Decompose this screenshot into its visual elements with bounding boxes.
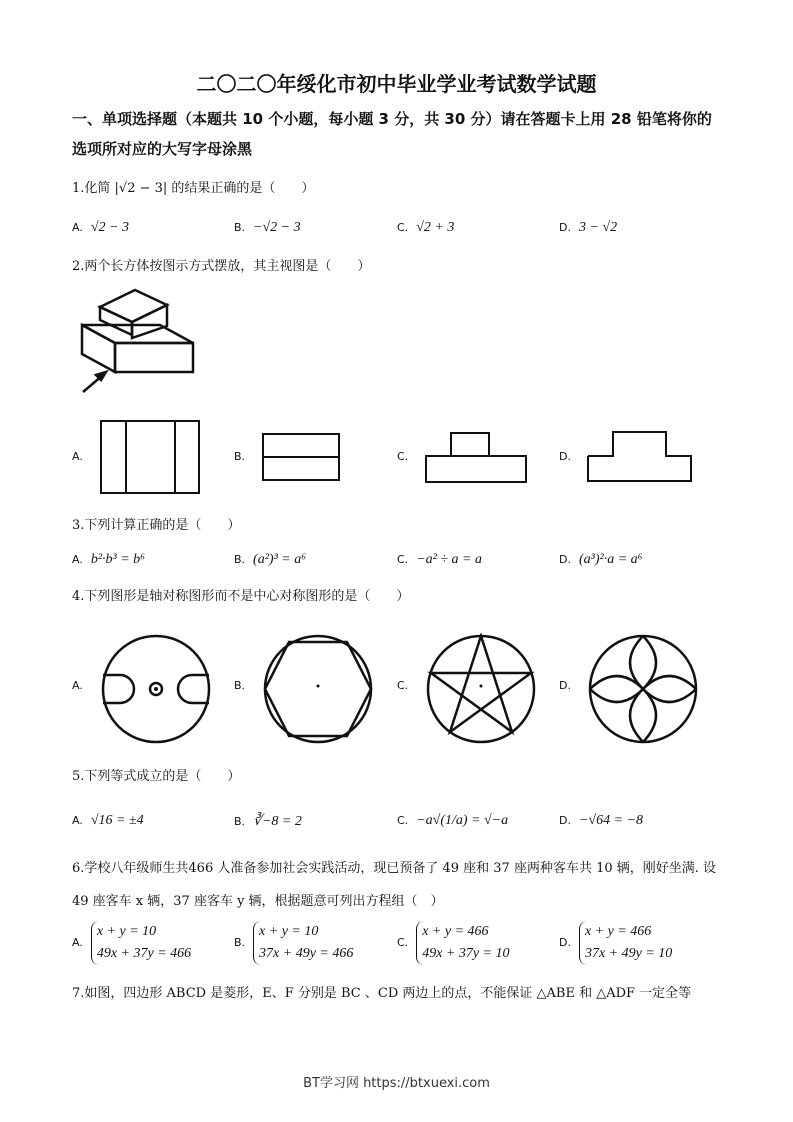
option-label: D.: [559, 814, 571, 827]
equation-line: 37x + 49y = 10: [584, 946, 673, 961]
option-text: b²·b³ = b⁶: [90, 552, 146, 567]
option-text: (a²)³ = a⁶: [253, 552, 307, 567]
q5-option-a[interactable]: [72, 813, 144, 829]
q2-option-b[interactable]: [234, 449, 253, 465]
page-title: 二〇二〇年绥化市初中毕业学业考试数学试题: [196, 72, 597, 96]
q7-stem: 7.如图，四边形 ABCD 是菱形，E、F 分别是 BC 、CD 两边上的点，不能保证 △ABE 和 △ADF 一定全等: [72, 986, 692, 1001]
equation-line: x + y = 466: [584, 924, 652, 939]
q4-stem: 4.下列图形是轴对称图形而不是中心对称图形的是（ ）: [72, 589, 410, 604]
option-label: C.: [397, 553, 409, 566]
option-text: −√2 − 3: [253, 220, 301, 235]
section-heading-cont: 选项所对应的大写字母涂黑: [72, 140, 253, 158]
option-label: B.: [234, 815, 246, 828]
q2-option-d[interactable]: [559, 449, 579, 465]
q3-option-b[interactable]: [234, 552, 306, 568]
q3-option-a[interactable]: [72, 552, 145, 568]
q6-stem-cont: 49 座客车 x 辆，37 座客车 y 辆，根据题意可列出方程组（ ）: [72, 894, 444, 909]
option-label: D.: [559, 553, 571, 566]
option-label: A.: [72, 553, 83, 566]
option-label: B.: [234, 221, 246, 234]
q6-option-a[interactable]: [72, 921, 191, 965]
option-label: A.: [72, 221, 83, 234]
option-text: −a² ÷ a = a: [416, 552, 482, 567]
option-label: A.: [72, 936, 83, 950]
option-label: C.: [397, 814, 409, 827]
q2-option-a-figure: [100, 420, 202, 496]
q3-stem: 3.下列计算正确的是（ ）: [72, 518, 241, 533]
equation-line: x + y = 10: [259, 924, 319, 939]
q5-option-c[interactable]: [397, 813, 508, 829]
q4-option-a-figure: [100, 633, 212, 745]
q2-option-b-figure: [262, 433, 342, 483]
q2-option-c-figure: [425, 432, 529, 484]
q6-stem: 6.学校八年级师生共466 人准备参加社会实践活动，现已预备了 49 座和 37 座两种客车共 10 辆，刚好坐满. 设: [72, 861, 717, 876]
equation-line: 49x + 37y = 10: [422, 946, 510, 961]
option-label: C.: [397, 450, 409, 463]
q6-option-b[interactable]: [234, 921, 353, 965]
q1-stem: 1.化简 |√2 − 3| 的结果正确的是（ ）: [72, 181, 315, 196]
equation-line: x + y = 10: [96, 924, 157, 939]
option-label: D.: [559, 679, 571, 692]
option-text: −a√(1/a) = √−a: [416, 813, 509, 828]
option-label: D.: [559, 936, 571, 950]
option-label: D.: [559, 450, 571, 463]
q1-option-c[interactable]: [397, 220, 454, 236]
q3-option-c[interactable]: [397, 552, 482, 568]
option-label: A.: [72, 450, 83, 463]
equation-line: x + y = 466: [422, 924, 489, 939]
equation-system: [253, 921, 353, 965]
equation-line: 49x + 37y = 466: [96, 946, 192, 961]
q4-option-d-figure: [587, 633, 699, 745]
option-label: B.: [234, 936, 246, 950]
q1-option-d[interactable]: [559, 220, 617, 236]
q2-3d-figure: [75, 285, 200, 395]
equation-line: 37x + 49y = 466: [259, 946, 354, 961]
option-text: −√64 = −8: [578, 813, 643, 828]
option-text: √2 − 3: [90, 220, 129, 235]
option-label: C.: [397, 679, 409, 692]
option-text: √2 + 3: [416, 220, 455, 235]
q5-option-b[interactable]: [234, 813, 302, 830]
q2-option-c[interactable]: [397, 449, 416, 465]
q2-option-d-figure: [587, 431, 693, 483]
q1-option-a[interactable]: [72, 220, 129, 236]
q4-option-c[interactable]: [397, 678, 416, 694]
footer-watermark: BT学习网 https://btxuexi.com: [303, 1076, 490, 1091]
q4-option-b-figure: [262, 633, 374, 745]
q6-option-d[interactable]: [559, 921, 672, 965]
q3-option-d[interactable]: [559, 552, 643, 568]
option-label: B.: [234, 553, 246, 566]
option-label: C.: [397, 221, 409, 234]
option-text: ∛−8 = 2: [253, 814, 302, 829]
equation-system: [91, 921, 191, 965]
q2-stem: 2.两个长方体按图示方式摆放，其主视图是（ ）: [72, 259, 371, 274]
q2-option-a[interactable]: [72, 449, 91, 465]
q5-stem: 5.下列等式成立的是（ ）: [72, 769, 241, 784]
option-label: B.: [234, 450, 246, 463]
q4-option-c-figure: [425, 633, 537, 745]
q5-option-d[interactable]: [559, 813, 643, 829]
equation-system: [579, 921, 672, 965]
option-label: D.: [559, 221, 571, 234]
q1-option-b[interactable]: [234, 220, 301, 236]
option-text: (a³)²·a = a⁶: [578, 552, 643, 567]
option-label: A.: [72, 679, 83, 692]
q4-option-b[interactable]: [234, 678, 253, 694]
option-text: √16 = ±4: [90, 813, 144, 828]
section-heading: 一、单项选择题（本题共 10 个小题，每小题 3 分，共 30 分）请在答题卡上用 28 铅笔将你的: [72, 110, 712, 128]
q6-option-c[interactable]: [397, 921, 510, 965]
option-label: A.: [72, 814, 83, 827]
option-label: C.: [397, 936, 409, 950]
q4-option-a[interactable]: [72, 678, 91, 694]
option-text: 3 − √2: [578, 220, 618, 235]
equation-system: [416, 921, 509, 965]
q4-option-d[interactable]: [559, 678, 579, 694]
option-label: B.: [234, 679, 246, 692]
